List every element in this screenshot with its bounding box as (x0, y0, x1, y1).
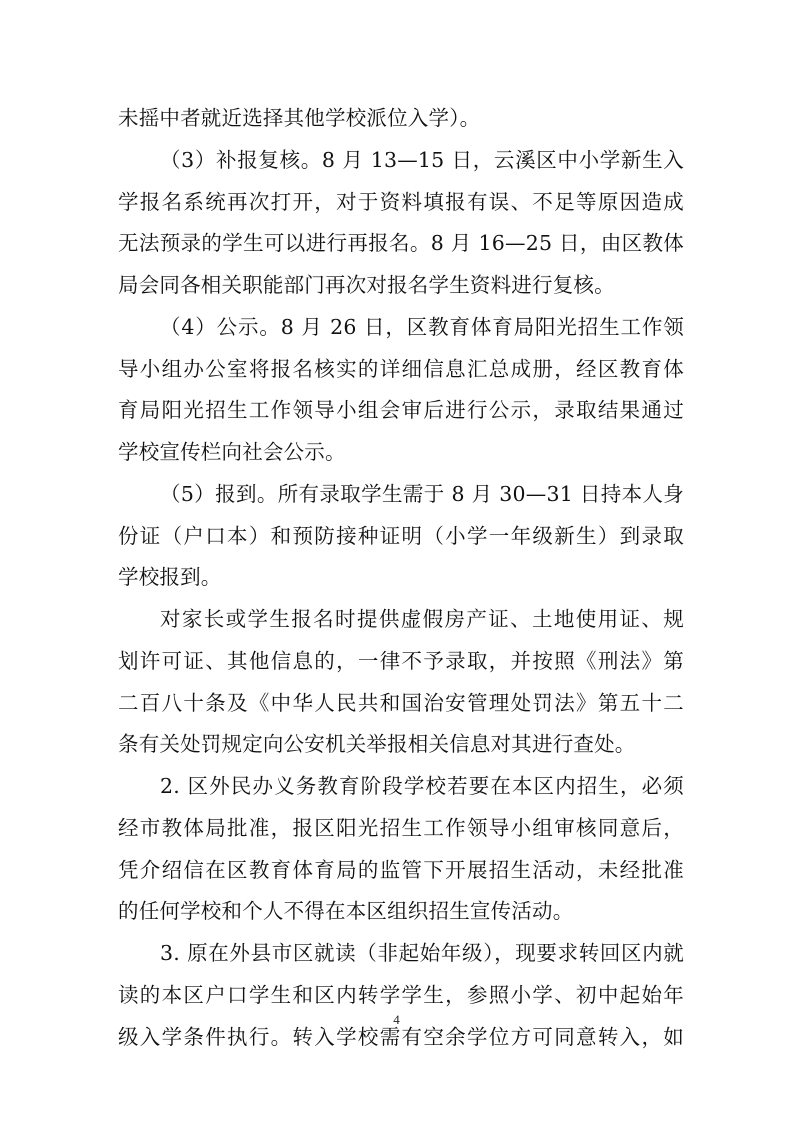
text-line: 划许可证、其他信息的，一律不予录取，并按照《刑法》第 (118, 649, 684, 673)
text-line: 份证（户口本）和预防接种证明（小学一年级新生）到录取 (118, 524, 684, 548)
text-line: 学校报到。 (118, 565, 222, 589)
text-line: 无法预录的学生可以进行再报名。8 月 16—25 日，由区教体 (118, 231, 684, 255)
text-line: 读的本区户口学生和区内转学学生，参照小学、初中起始年 (118, 983, 684, 1007)
text-line: （5）报到。所有录取学生需于 8 月 30—31 日持本人身 (160, 482, 684, 506)
page-number: 4 (393, 1012, 400, 1027)
text-line: 学校宣传栏向社会公示。 (118, 440, 346, 464)
text-line: 级入学条件执行。转入学校需有空余学位方可同意转入，如 (118, 1025, 684, 1049)
text-line: 2. 区外民办义务教育阶段学校若要在本区内招生，必须 (160, 774, 684, 798)
text-line: 的任何学校和个人不得在本区组织招生宣传活动。 (118, 899, 574, 923)
text-line: （4）公示。8 月 26 日，区教育体育局阳光招生工作领 (160, 315, 684, 339)
text-line: 学报名系统再次打开，对于资料填报有误、不足等原因造成 (118, 190, 684, 214)
text-line: 条有关处罚规定向公安机关举报相关信息对其进行查处。 (118, 732, 636, 756)
text-line: 对家长或学生报名时提供虚假房产证、土地使用证、规 (160, 607, 684, 631)
text-line: 凭介绍信在区教育体育局的监管下开展招生活动，未经批准 (118, 858, 684, 882)
text-line: 二百八十条及《中华人民共和国治安管理处罚法》第五十二 (118, 691, 684, 715)
text-line: 育局阳光招生工作领导小组会审后进行公示，录取结果通过 (118, 398, 684, 422)
text-line: 导小组办公室将报名核实的详细信息汇总成册，经区教育体 (118, 357, 684, 381)
text-line: 局会同各相关职能部门再次对报名学生资料进行复核。 (118, 273, 615, 297)
text-line: 经市教体局批准，报区阳光招生工作领导小组审核同意后， (118, 816, 684, 840)
text-line: （3）补报复核。8 月 13—15 日，云溪区中小学新生入 (160, 148, 684, 172)
text-line: 未摇中者就近选择其他学校派位入学）。 (118, 106, 481, 130)
text-line: 3. 原在外县市区就读（非起始年级），现要求转回区内就 (160, 941, 684, 965)
